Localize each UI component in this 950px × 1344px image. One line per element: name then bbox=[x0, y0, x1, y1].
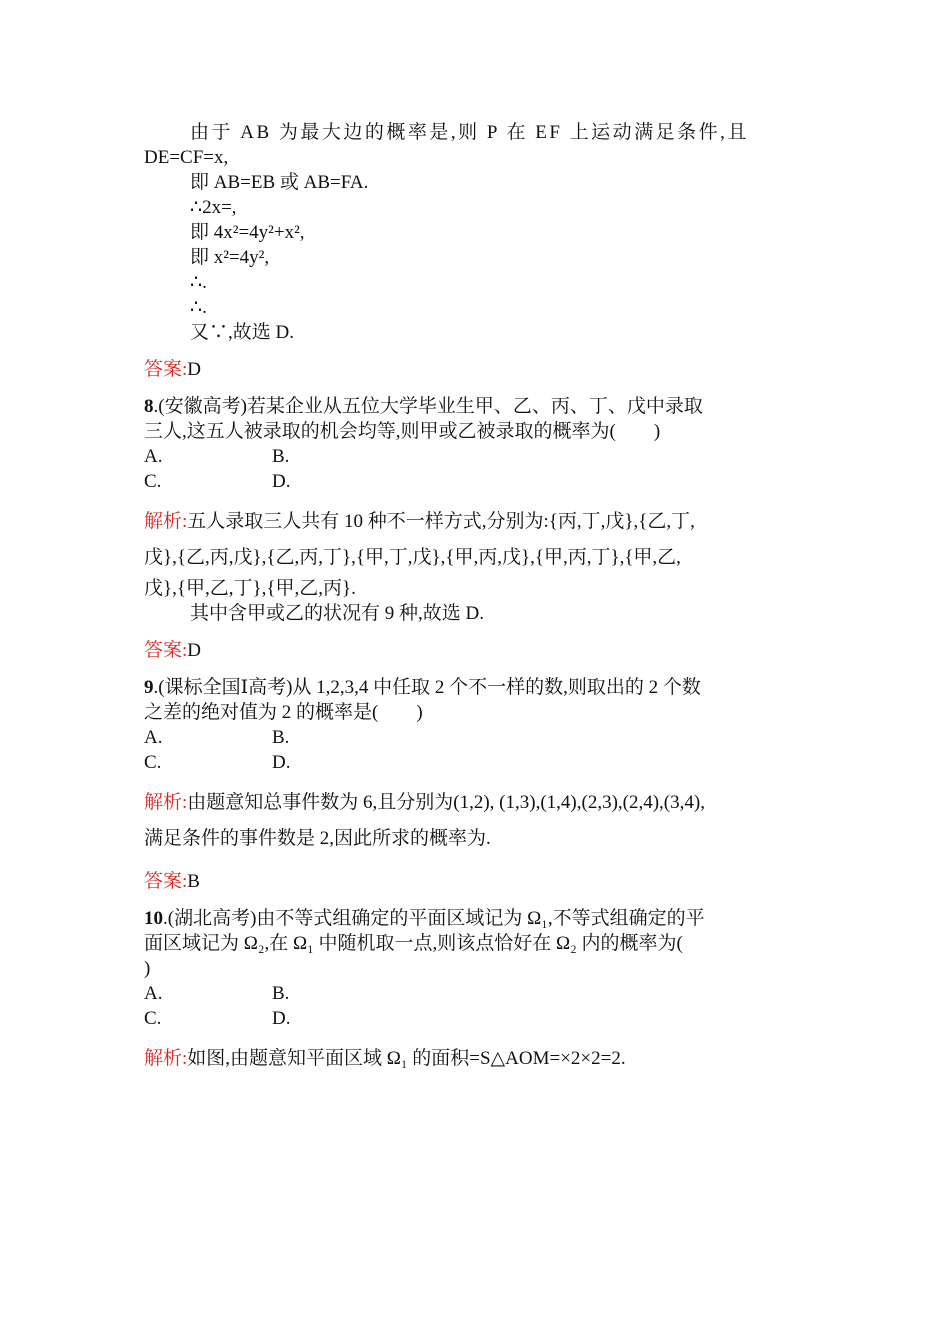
option-c: C. bbox=[144, 752, 162, 773]
options-row bbox=[144, 750, 808, 775]
analysis-line bbox=[144, 785, 808, 821]
analysis-text: 其中含甲或乙的状况有 9 种,故选 D. bbox=[190, 603, 484, 624]
answer-label: 答案: bbox=[144, 359, 188, 380]
options-row bbox=[144, 469, 808, 494]
option-a: A. bbox=[144, 446, 163, 467]
answer-value: D bbox=[187, 359, 202, 380]
options-row bbox=[144, 1006, 808, 1031]
analysis-line bbox=[144, 504, 808, 540]
analysis-text: 五人录取三人共有 10 种不一样方式,分别为:{丙,丁,戊},{乙,丁, bbox=[187, 511, 695, 532]
solution-line: DE=CF=x, bbox=[144, 147, 229, 168]
option-d: D. bbox=[272, 752, 291, 773]
options-row bbox=[144, 725, 808, 750]
question-text: ) bbox=[144, 958, 151, 979]
option-d: D. bbox=[272, 1008, 291, 1029]
option-c: C. bbox=[144, 1008, 162, 1029]
solution-line: 又∵,故选 D. bbox=[190, 322, 294, 343]
analysis-label: 解析: bbox=[144, 792, 188, 813]
option-b: B. bbox=[272, 446, 290, 467]
question-10-stem bbox=[144, 906, 808, 931]
solution-line: ∴. bbox=[190, 297, 207, 318]
option-b: B. bbox=[272, 983, 290, 1004]
question-number: 8 bbox=[144, 396, 154, 417]
solution-line: 由于 AB 为最大边的概率是,则 P 在 EF 上运动满足条件,且 bbox=[190, 122, 749, 143]
analysis-label: 解析: bbox=[144, 1048, 188, 1069]
analysis-line bbox=[144, 1041, 808, 1077]
answer-label: 答案: bbox=[144, 640, 188, 661]
question-text: 面区域记为 Ω₂,在 Ω₁ 中随机取一点,则该点恰好在 Ω₂ 内的概率为( bbox=[144, 933, 683, 954]
solution-line: ∴2x=, bbox=[190, 197, 237, 218]
analysis-label: 解析: bbox=[144, 511, 188, 532]
question-number: 9 bbox=[144, 677, 154, 698]
question-text: 之差的绝对值为 2 的概率是( ) bbox=[144, 702, 423, 723]
option-a: A. bbox=[144, 983, 163, 1004]
answer-value: B bbox=[187, 871, 200, 892]
answer-line bbox=[144, 638, 808, 663]
analysis-text: 戊},{乙,丙,戊},{乙,丙,丁},{甲,丁,戊},{甲,丙,戊},{甲,丙,丁},{甲,乙, bbox=[144, 547, 681, 568]
question-text: .(课标全国Ⅰ高考)从 1,2,3,4 中任取 2 个不一样的数,则取出的 2 个数 bbox=[153, 677, 701, 698]
options-row bbox=[144, 981, 808, 1006]
answer-line bbox=[144, 357, 808, 382]
answer-value: D bbox=[187, 640, 202, 661]
question-text: .(湖北高考)由不等式组确定的平面区域记为 Ω₁,不等式组确定的平 bbox=[163, 908, 705, 929]
analysis-text: 如图,由题意知平面区域 Ω₁ 的面积=S△AOM=×2×2=2. bbox=[187, 1048, 626, 1069]
analysis-text: 由题意知总事件数为 6,且分别为(1,2), (1,3),(1,4),(2,3),(2,4),(3,4), bbox=[187, 792, 705, 813]
solution-line: 即 4x²=4y²+x², bbox=[190, 222, 305, 243]
analysis-text: 戊},{甲,乙,丁},{甲,乙,丙}. bbox=[144, 578, 356, 599]
option-c: C. bbox=[144, 471, 162, 492]
question-9-stem bbox=[144, 675, 808, 700]
answer-line bbox=[144, 869, 808, 894]
option-b: B. bbox=[272, 727, 290, 748]
options-row bbox=[144, 444, 808, 469]
option-a: A. bbox=[144, 727, 163, 748]
answer-label: 答案: bbox=[144, 871, 188, 892]
option-d: D. bbox=[272, 471, 291, 492]
solution-line: 即 x²=4y², bbox=[190, 247, 270, 268]
question-text: .(安徽高考)若某企业从五位大学毕业生甲、乙、丙、丁、戊中录取 bbox=[153, 396, 703, 417]
document-page bbox=[144, 120, 808, 1077]
analysis-text: 满足条件的事件数是 2,因此所求的概率为. bbox=[144, 828, 491, 849]
question-number: 10 bbox=[144, 908, 163, 929]
solution-line: ∴. bbox=[190, 272, 207, 293]
question-text: 三人,这五人被录取的机会均等,则甲或乙被录取的概率为( ) bbox=[144, 421, 661, 442]
question-8-stem bbox=[144, 394, 808, 419]
solution-line: 即 AB=EB 或 AB=FA. bbox=[190, 172, 369, 193]
